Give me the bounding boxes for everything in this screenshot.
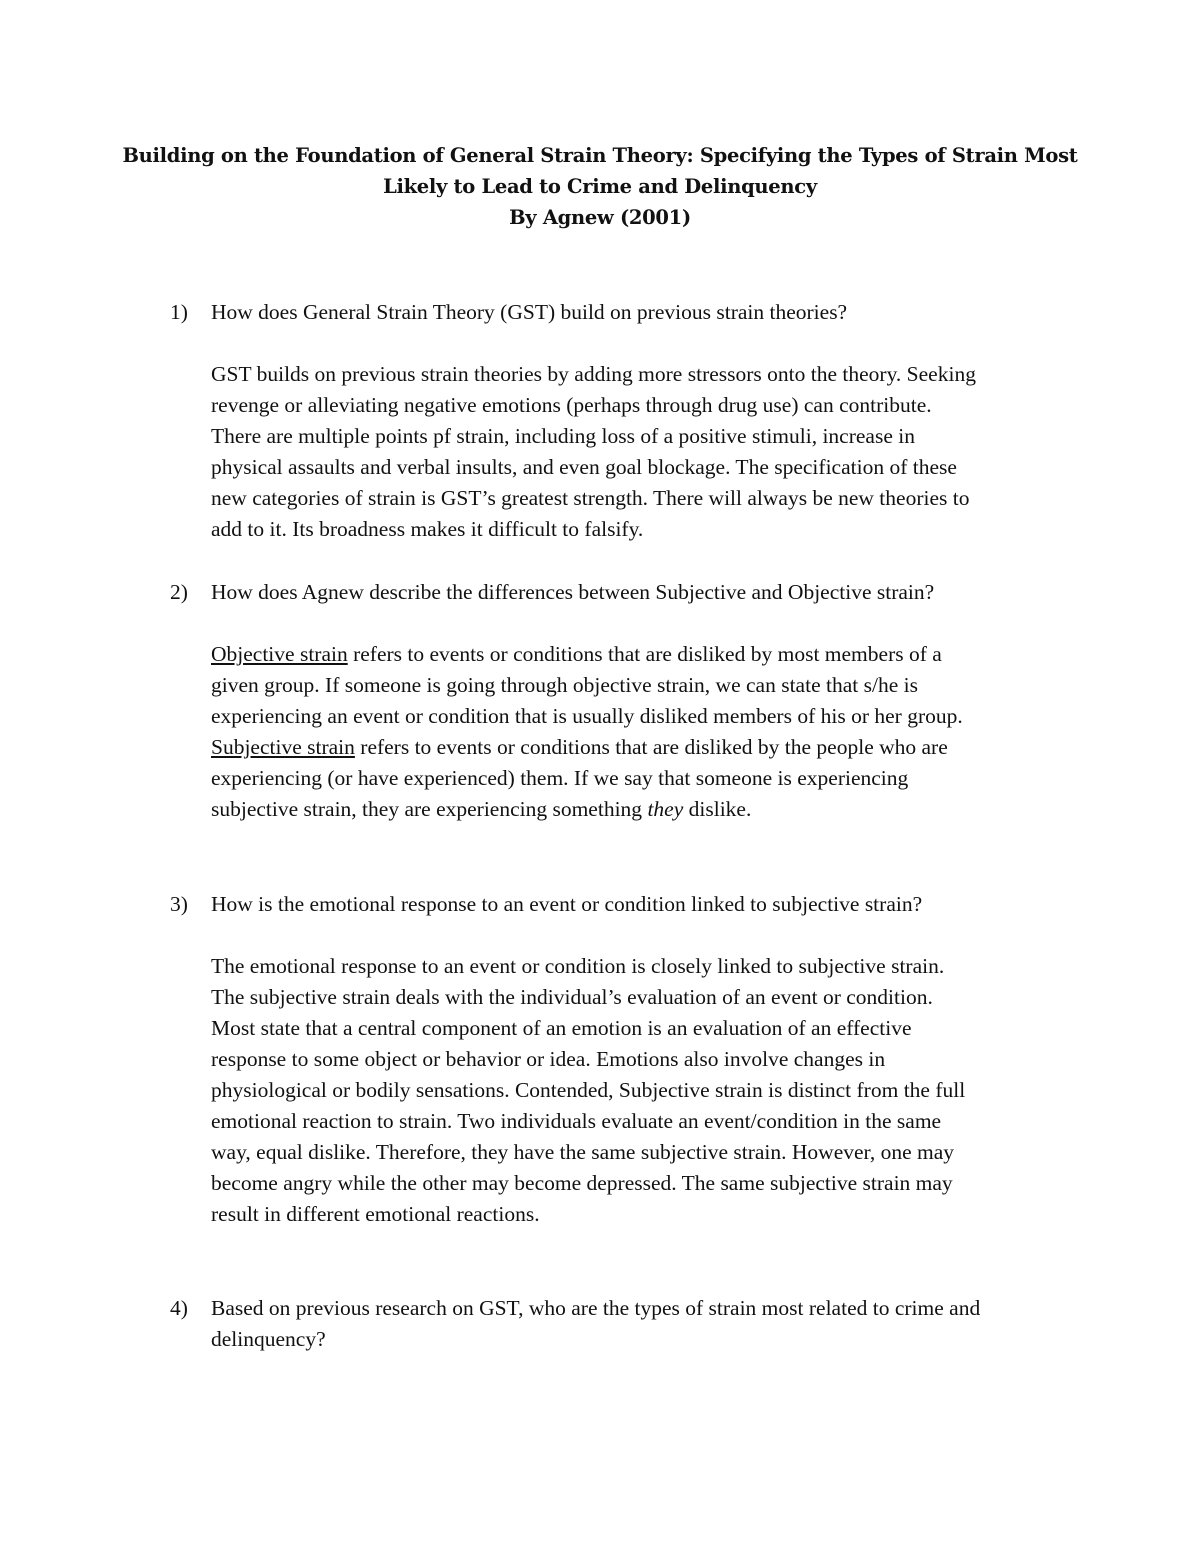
emphasis-they: they — [647, 797, 684, 821]
document-title — [0, 140, 1200, 233]
objective-strain-term: Objective strain — [211, 642, 348, 666]
question-text: How is the emotional response to an event or condition linked to subjective strain? — [211, 892, 923, 916]
answer-text: Objective strain refers to events or conditions that are disliked by most members of a given group. If someone is going through objective strain, we can state that s/he is experiencing an event or condition that is usually disliked members of his or her group. Subjective strain refers to events or conditions that are disliked by the people who are experiencing (or have experienced) them. If we say that someone is experiencing subjective strain, they are experiencing something they dislike. — [211, 642, 963, 821]
question-number: 1) — [170, 300, 188, 324]
answer-text: The emotional response to an event or condition is closely linked to subjective strain. The subjective strain deals with the individual’s evaluation of an event or condition. Most state that a central component of an emotion is an evaluation of an effective response to some object or behavior or idea. Emotions also involve changes in physiological or bodily sensations. Contended, Subjective strain is distinct from the full emotional reaction to strain. Two individuals evaluate an event/condition in the same way, equal dislike. Therefore, they have the same subjective strain. However, one may become angry while the other may become depressed. The same subjective strain may result in different emotional reactions. — [211, 954, 966, 1226]
subjective-strain-term: Subjective strain — [211, 735, 355, 759]
title-author: By Agnew (2001) — [509, 206, 691, 229]
question-number: 4) — [170, 1296, 188, 1320]
title-line-2: Likely to Lead to Crime and Delinquency — [383, 175, 817, 198]
question-text: How does General Strain Theory (GST) build on previous strain theories? — [211, 300, 848, 324]
question-text: How does Agnew describe the differences between Subjective and Objective strain? — [211, 580, 935, 604]
title-line-1: Building on the Foundation of General Strain Theory: Specifying the Types of Strain Most — [122, 144, 1078, 167]
question-text: Based on previous research on GST, who are the types of strain most related to crime and delinquency? — [211, 1296, 981, 1351]
question-number: 2) — [170, 580, 188, 604]
question-number: 3) — [170, 892, 188, 916]
answer-text: GST builds on previous strain theories by adding more stressors onto the theory. Seeking revenge or alleviating negative emotions (perhaps through drug use) can contribute. There are multiple points pf strain, including loss of a positive stimuli, increase in physical assaults and verbal insults, and even goal blockage. The specification of these new categories of strain is GST’s greatest strength. There will always be new theories to add to it. Its broadness makes it difficult to falsify. — [211, 362, 976, 541]
